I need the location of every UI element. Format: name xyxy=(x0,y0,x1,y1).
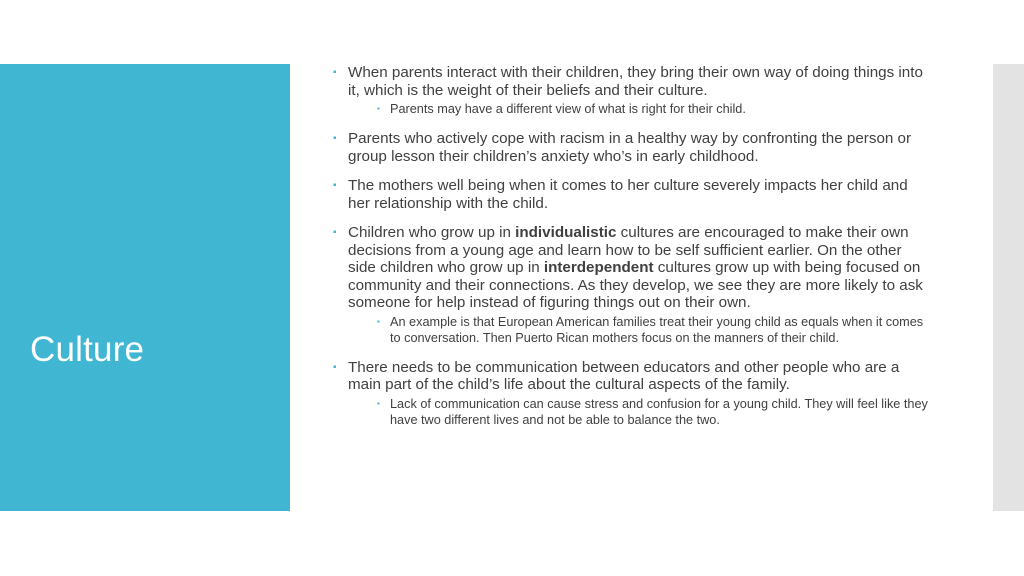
bullet-dot-icon: ▪ xyxy=(377,316,380,326)
sub-bullet-text: An example is that European American families treat their young child as equals when it comes to conversation. Then Puerto Rican mothers focus on the manners of their child. xyxy=(390,314,924,345)
bullet-item xyxy=(333,177,933,212)
bullet-item xyxy=(333,359,933,394)
sub-bullet-text: Lack of communication can cause stress and confusion for a young child. They will feel like they have two different lives and not be able to balance the two. xyxy=(390,396,928,427)
sub-bullet-item xyxy=(333,396,933,428)
bullet-dot-icon: ▪ xyxy=(333,67,337,78)
bullet-item xyxy=(333,130,933,165)
sub-bullet-item xyxy=(333,101,933,117)
bullet-dot-icon: ▪ xyxy=(333,361,337,373)
bold-term: individualistic xyxy=(515,224,617,241)
slide-title: Culture xyxy=(30,330,145,369)
bullet-text-part: cultures are encouraged to make their own decisions from a young age and learn how to be self sufficient earlier. On the other side children who grow up in xyxy=(348,224,909,276)
sub-bullet-text: Parents may have a different view of what is right for their child. xyxy=(390,102,746,116)
bullet-dot-icon: ▪ xyxy=(377,398,380,408)
bullet-dot-icon: ▪ xyxy=(333,227,337,238)
bullet-dot-icon: ▪ xyxy=(377,104,380,113)
right-scroll-bar xyxy=(993,64,1024,511)
bullet-text-part: cultures grow up with being focused on community and their connections. As they develop, we see they are more likely to ask someone for help instead of figuring things out on their own. xyxy=(348,259,923,311)
sub-bullet-item xyxy=(333,314,933,346)
bullet-item xyxy=(333,224,933,312)
title-panel xyxy=(0,64,290,511)
bullet-text: The mothers well being when it comes to her culture severely impacts her child and her relationship with the child. xyxy=(348,177,908,212)
bullet-item xyxy=(333,64,933,99)
bold-term: interdependent xyxy=(543,259,654,276)
bullet-text-part: Children who grow up in xyxy=(348,224,516,241)
bullet-list xyxy=(333,64,933,428)
bullet-dot-icon: ▪ xyxy=(333,133,337,144)
bullet-text: When parents interact with their children, they bring their own way of doing things into it, which is the weight of their beliefs and their culture. xyxy=(348,64,923,99)
bullet-text: There needs to be communication between educators and other people who are a main part of the child’s life about the cultural aspects of the family. xyxy=(348,358,900,393)
bullet-dot-icon: ▪ xyxy=(333,180,337,191)
bullet-text: Parents who actively cope with racism in a healthy way by confronting the person or group lesson their children’s anxiety who’s in early childhood. xyxy=(348,130,912,165)
